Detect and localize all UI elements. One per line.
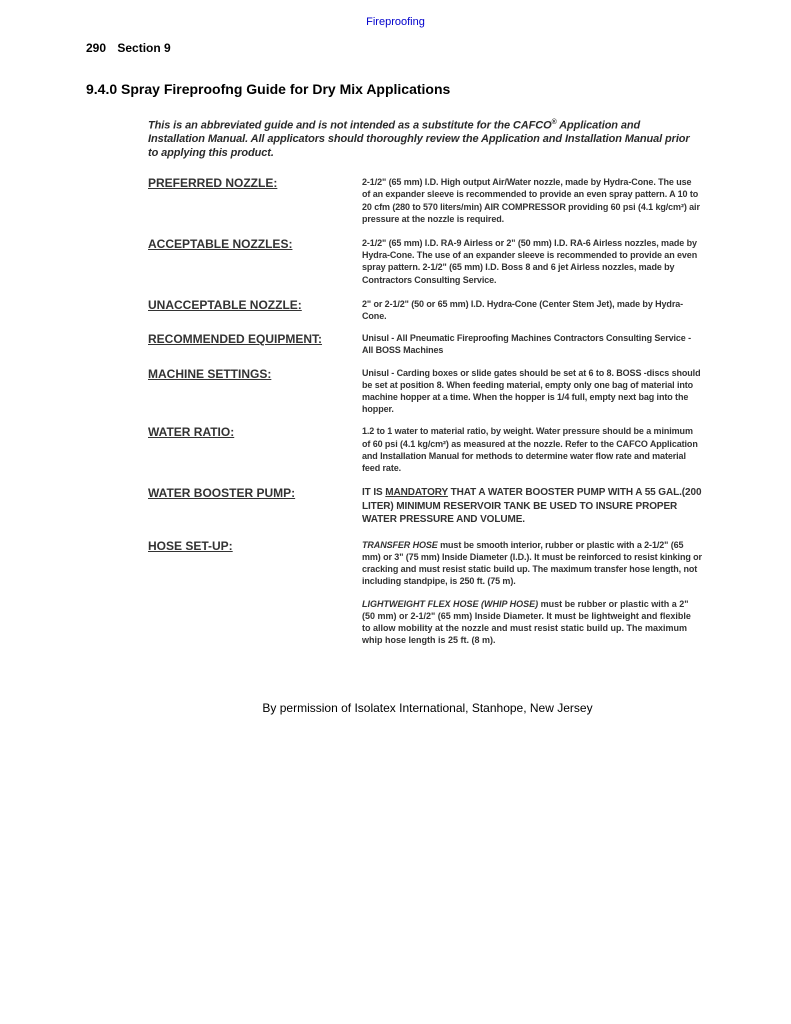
guide-row-text: IT IS MANDATORY THAT A WATER BOOSTER PUMP WITH A 55 GAL.(200 LITER) MINIMUM RESERVOIR TANK BE USED TO INSURE PROPER WATER PRESSURE AND VOLUME. xyxy=(362,487,702,526)
guide-row-text: Unisul - Carding boxes or slide gates should be set at 6 to 8. BOSS -discs should be set at position 8. When feeding material, empty only one bag of material into machine hopper at a time. When the hopper is 1/4 full, empty next bag into the hopper. xyxy=(362,367,701,415)
guide-row-label: RECOMMENDED EQUIPMENT: xyxy=(148,332,323,347)
guide-row-label: HOSE SET-UP: xyxy=(148,538,233,553)
guide-row-text: 1.2 to 1 water to material ratio, by weight. Water pressure should be a minimum of 60 psi (4.1 kg/cm²) as measured at the nozzle. Refer to the CAFCO Application and Installation Manual for methods to determine water flow rate and material feed rate. xyxy=(362,426,698,474)
guide-row-preferred-nozzle xyxy=(140,176,710,225)
guide-row-label: PREFERRED NOZZLE: xyxy=(148,176,278,191)
intro-note: This is an abbreviated guide and is not intended as a substitute for the CAFCO® Application and Installation Manual. All applicators should thoroughly review the Application and Installation Manual prior to applying this product. xyxy=(148,119,690,159)
guide-row-text: TRANSFER HOSE must be smooth interior, rubber or plastic with a 2-1/2" (65 mm) or 3" (75 mm) Inside Diameter (I.D.). It must be reinforced to resist kinking or cracking and must resist static build up. The maximum transfer hose length, not including standpipe, is 250 ft. (75 m). xyxy=(362,539,702,587)
permission-caption: By permission of Isolatex International, Stanhope, New Jersey xyxy=(262,701,593,715)
guide-row-label: ACCEPTABLE NOZZLES: xyxy=(148,236,293,251)
flex-hose-paragraph: LIGHTWEIGHT FLEX HOSE (WHIP HOSE) must be rubber or plastic with a 2" (50 mm) or 2-1/2" (65 mm) Inside Diameter. It must be lightweight and flexible to allow mobility at the nozzle and must resist static build up. The maximum whip hose length is 25 ft. (8 m). xyxy=(362,598,691,646)
page-reference xyxy=(86,41,171,55)
guide-row-unacceptable-nozzle xyxy=(140,298,710,322)
guide-row-text: 2-1/2" (65 mm) I.D. RA-9 Airless or 2" (50 mm) I.D. RA-6 Airless nozzles, made by Hydra-Cone. The use of an expander sleeve is recommended to provide an even spray pattern. 2-1/2" (65 mm) I.D. Boss 8 and 6 jet Airless nozzles, made by Contractors Consulting Service. xyxy=(362,237,698,285)
guide-row-acceptable-nozzles xyxy=(140,237,710,286)
flex-hose-term: LIGHTWEIGHT FLEX HOSE (WHIP HOSE) xyxy=(362,598,539,609)
guide-row-water-ratio xyxy=(140,425,710,474)
guide-row-recommended-equipment xyxy=(140,332,710,356)
guide-row-label: WATER BOOSTER PUMP: xyxy=(148,486,296,501)
guide-row-label: UNACCEPTABLE NOZZLE: xyxy=(148,297,302,312)
guide-row-label: MACHINE SETTINGS: xyxy=(148,366,272,381)
guide-row-hose-setup xyxy=(140,539,710,588)
mandatory-emphasis: MANDATORY xyxy=(385,487,448,499)
header-fireproofing-link[interactable]: Fireproofing xyxy=(366,16,425,28)
section-label: Section 9 xyxy=(117,41,171,55)
scanned-guide-image xyxy=(140,108,710,646)
transfer-hose-term: TRANSFER HOSE xyxy=(362,539,438,550)
guide-row-text: 2" or 2-1/2" (50 or 65 mm) I.D. Hydra-Cone (Center Stem Jet), made by Hydra-Cone. xyxy=(362,298,684,321)
page-number: 290 xyxy=(86,41,107,55)
page-title: 9.4.0 Spray Fireproofng Guide for Dry Mix Applications xyxy=(86,81,451,97)
guide-row-water-booster-pump xyxy=(140,486,710,527)
guide-row-machine-settings xyxy=(140,367,710,416)
guide-row-label: WATER RATIO: xyxy=(148,425,235,440)
guide-row-text: 2-1/2" (65 mm) I.D. High output Air/Water nozzle, made by Hydra-Cone. The use of an expander sleeve is recommended to provide an even spray pattern. A 10 to 20 cfm (280 to 570 liters/min) AIR COMPRESSOR providing 60 psi (4.1 kg/cm²) air pressure at the nozzle is required. xyxy=(362,177,700,224)
guide-row-text: Unisul - All Pneumatic Fireproofing Machines Contractors Consulting Service - All BOSS Machines xyxy=(362,333,692,356)
